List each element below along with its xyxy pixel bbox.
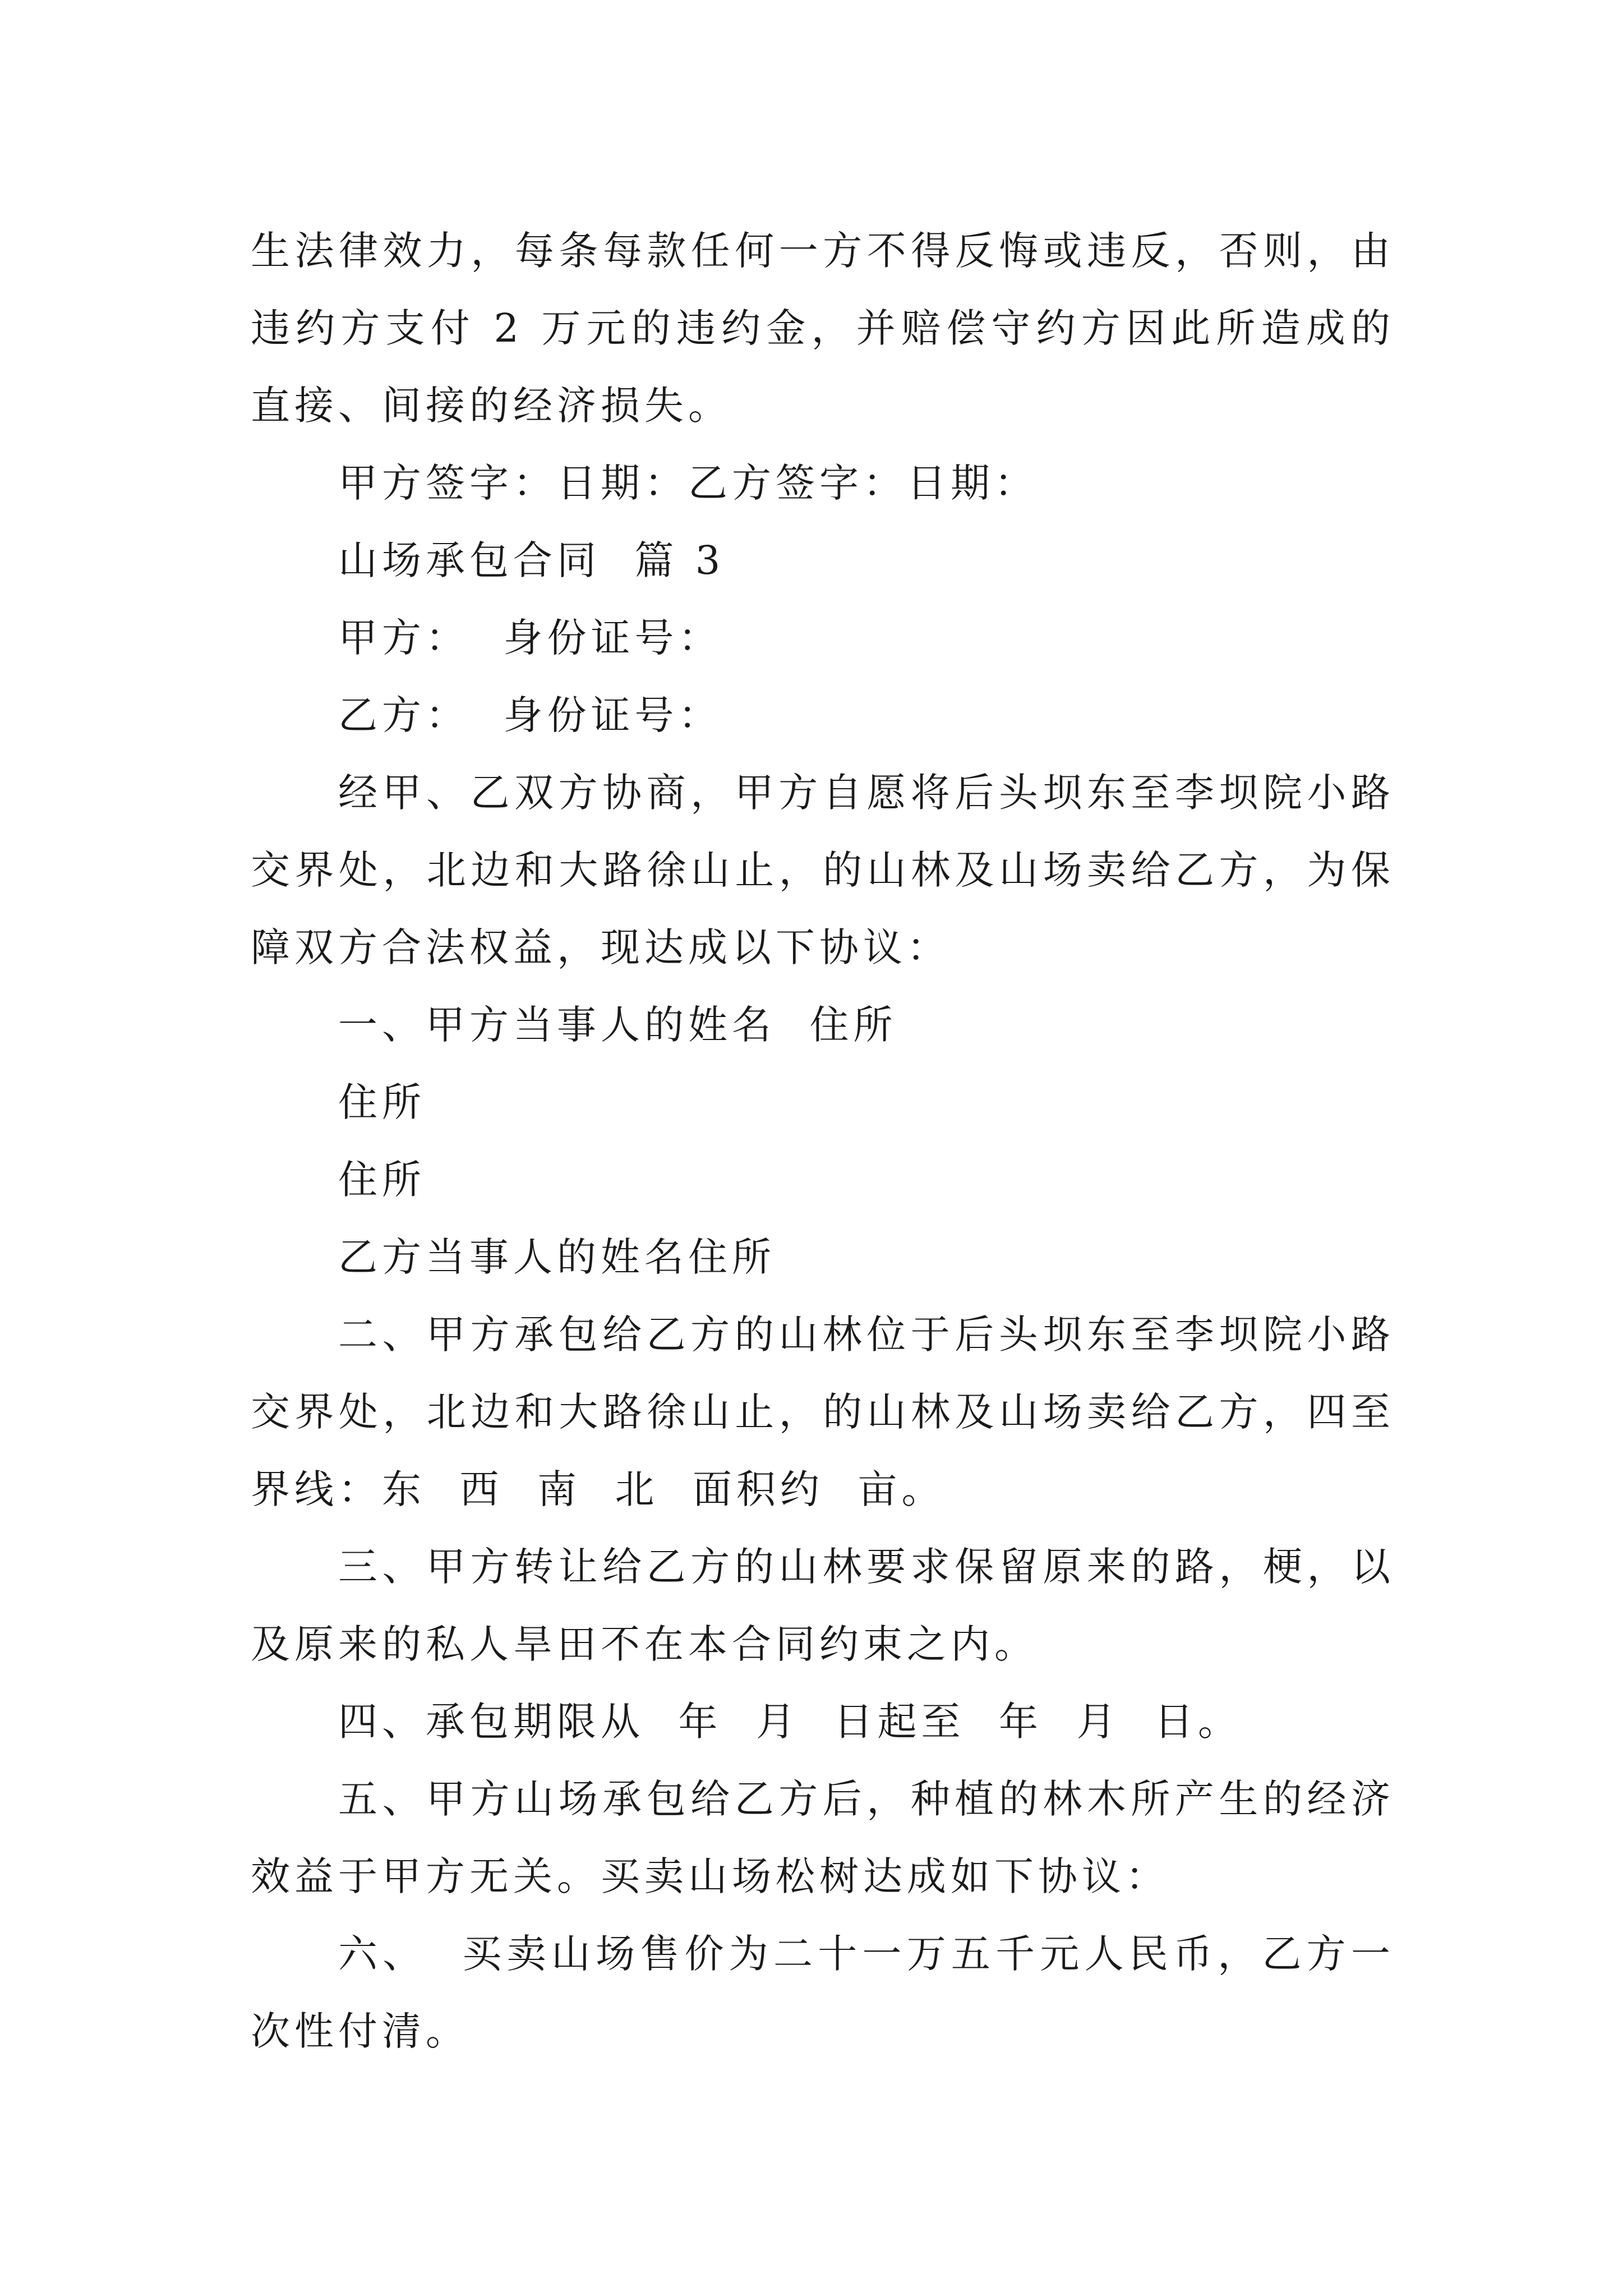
clause-3: 三、甲方转让给乙方的山林要求保留原来的路，梗，以及原来的私人旱田不在本合同约束之内。 [251, 1544, 1395, 1667]
paragraph-preamble: 经甲、乙双方协商，甲方自愿将后头坝东至李坝院小路交界处，北边和大路徐山止，的山林及山场卖给乙方，为保障双方合法权益，现达成以下协议： [251, 770, 1395, 970]
clause-1: 一、甲方当事人的姓名 住所 [338, 1002, 897, 1048]
party-b-name-address: 乙方当事人的姓名住所 [338, 1234, 776, 1280]
contract-title: 山场承包合同 篇 3 [338, 537, 725, 583]
clause-4: 四、承包期限从 年 月 日起至 年 月 日。 [338, 1699, 1242, 1745]
clause-2: 二、甲方承包给乙方的山林位于后头坝东至李坝院小路交界处，北边和大路徐山止，的山林及山场卖给乙方，四至界线：东 西 南 北 面积约 亩。 [251, 1312, 1395, 1512]
party-a-id-line: 甲方： 身份证号： [338, 615, 722, 661]
paragraph-clause-continuation: 生法律效力，每条每款任何一方不得反悔或违反，否则，由违约方支付 2 万元的违约金，并赔偿守约方因此所造成的直接、间接的经济损失。 [251, 228, 1395, 429]
party-b-id-line: 乙方： 身份证号： [338, 692, 722, 738]
document-body [251, 212, 1395, 2070]
paragraph-signatures: 甲方签字：日期：乙方签字：日期： [338, 460, 1038, 506]
clause-5: 五、甲方山场承包给乙方后，种植的林木所产生的经济效益于甲方无关。买卖山场松树达成如下协议： [251, 1776, 1395, 1899]
clause-6: 六、 买卖山场售价为二十一万五千元人民币，乙方一次性付清。 [251, 1931, 1395, 2054]
address-line-1: 住所 [338, 1079, 426, 1125]
address-line-2: 住所 [338, 1157, 426, 1203]
